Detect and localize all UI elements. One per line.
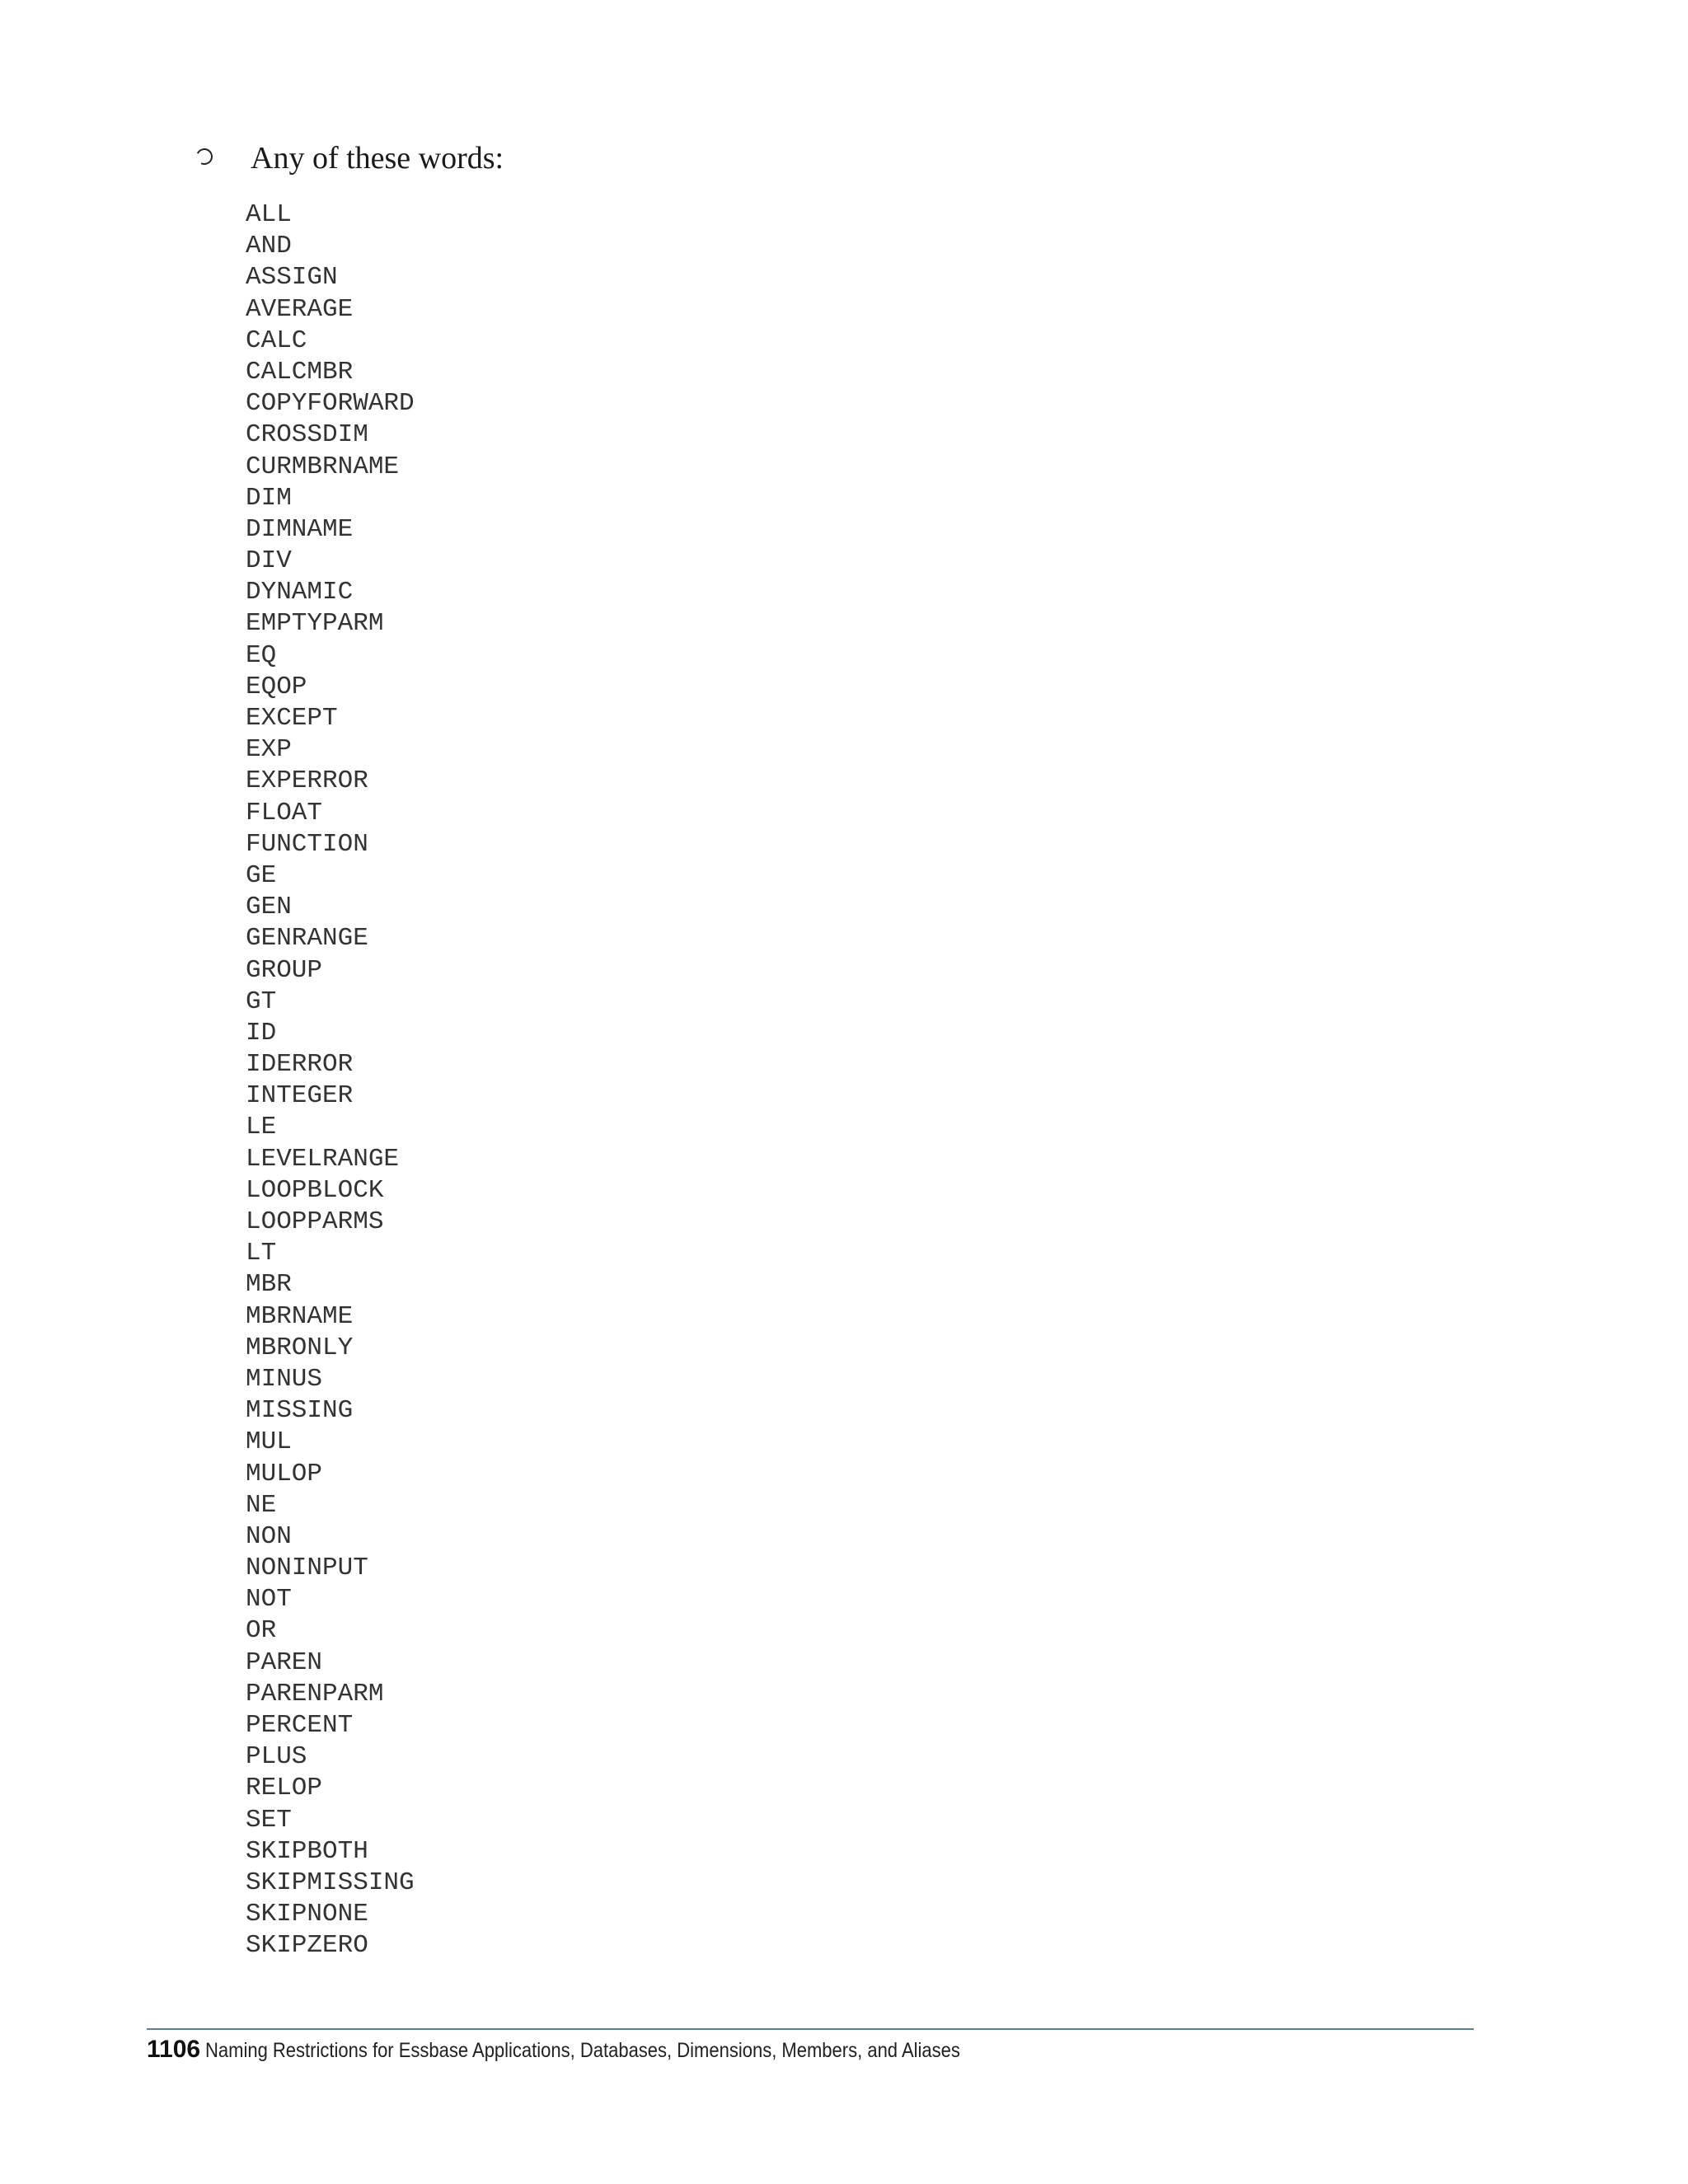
- reserved-word: MINUS: [246, 1364, 323, 1394]
- reserved-word: GT: [246, 987, 277, 1016]
- reserved-word: CURMBRNAME: [246, 452, 400, 481]
- reserved-word: AVERAGE: [246, 294, 354, 324]
- reserved-word: EXP: [246, 735, 292, 765]
- reserved-word: DIMNAME: [246, 514, 354, 544]
- reserved-word: GE: [246, 860, 277, 890]
- reserved-word: PERCENT: [246, 1711, 354, 1740]
- reserved-word: GENRANGE: [246, 924, 368, 954]
- reserved-word: GEN: [246, 893, 292, 922]
- reserved-word: DYNAMIC: [246, 578, 354, 607]
- reserved-word: ID: [246, 1018, 277, 1047]
- reserved-word: PARENPARM: [246, 1679, 384, 1708]
- reserved-word: MISSING: [246, 1396, 354, 1426]
- reserved-word: LT: [246, 1239, 277, 1268]
- reserved-word: ASSIGN: [246, 263, 338, 293]
- reserved-word: IDERROR: [246, 1050, 354, 1080]
- bullet-text: Any of these words:: [251, 141, 504, 176]
- reserved-word: DIM: [246, 483, 292, 513]
- reserved-word: SKIPNONE: [246, 1900, 368, 1929]
- reserved-word: EMPTYPARM: [246, 609, 384, 639]
- footer-title: Naming Restrictions for Essbase Applications, Databases, Dimensions, Members, and Aliases: [205, 2039, 960, 2062]
- reserved-word: CALCMBR: [246, 357, 354, 387]
- reserved-word: SKIPMISSING: [246, 1868, 415, 1897]
- reserved-word: EXCEPT: [246, 704, 338, 733]
- reserved-word: INTEGER: [246, 1081, 354, 1111]
- reserved-word: EXPERROR: [246, 766, 368, 796]
- page-number: 1106: [147, 2036, 201, 2063]
- reserved-word: MBRONLY: [246, 1333, 354, 1362]
- footer-rule: [147, 2028, 1474, 2030]
- reserved-word: SKIPZERO: [246, 1931, 368, 1961]
- reserved-word: SKIPBOTH: [246, 1836, 368, 1866]
- reserved-word: PAREN: [246, 1647, 323, 1677]
- reserved-word: FUNCTION: [246, 829, 368, 859]
- reserved-word: LE: [246, 1113, 277, 1142]
- page-footer: [147, 2036, 1063, 2064]
- reserved-word: OR: [246, 1616, 277, 1646]
- reserved-word: ALL: [246, 200, 292, 229]
- reserved-word: PLUS: [246, 1742, 307, 1772]
- reserved-word: DIV: [246, 546, 292, 576]
- reserved-word: LOOPPARMS: [246, 1207, 384, 1236]
- reserved-word: MBR: [246, 1270, 292, 1300]
- open-circle-bullet-icon: [194, 146, 215, 167]
- reserved-word: MBRNAME: [246, 1301, 354, 1331]
- bullet-item: [196, 140, 504, 176]
- reserved-word: COPYFORWARD: [246, 389, 415, 419]
- reserved-word: EQ: [246, 640, 277, 670]
- reserved-word: MULOP: [246, 1459, 323, 1488]
- reserved-word: LEVELRANGE: [246, 1144, 400, 1174]
- reserved-word: NOT: [246, 1585, 292, 1615]
- reserved-word-list: [246, 199, 415, 1962]
- reserved-word: RELOP: [246, 1774, 323, 1803]
- reserved-word: FLOAT: [246, 798, 323, 827]
- reserved-word: CALC: [246, 326, 307, 355]
- reserved-word: SET: [246, 1805, 292, 1835]
- reserved-word: NON: [246, 1521, 292, 1551]
- reserved-word: NE: [246, 1490, 277, 1520]
- reserved-word: LOOPBLOCK: [246, 1175, 384, 1205]
- reserved-word: CROSSDIM: [246, 420, 368, 450]
- reserved-word: EQOP: [246, 672, 307, 701]
- reserved-word: MUL: [246, 1427, 292, 1457]
- reserved-word: NONINPUT: [246, 1554, 368, 1583]
- reserved-word: AND: [246, 232, 292, 261]
- reserved-word: GROUP: [246, 955, 323, 985]
